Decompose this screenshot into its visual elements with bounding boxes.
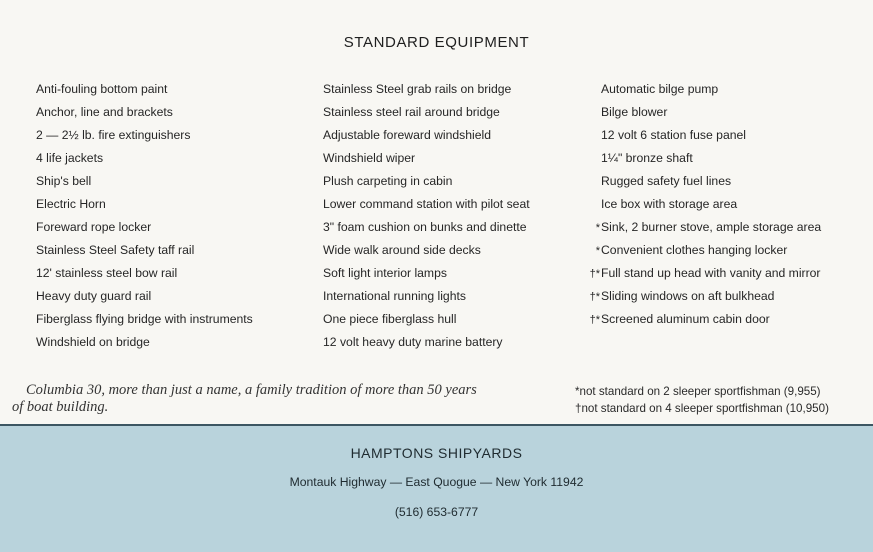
dealer-address: Montauk Highway — East Quogue — New York 11942 <box>289 475 584 489</box>
equipment-item: Ship's bell <box>36 174 92 188</box>
equipment-item: 12 volt heavy duty marine battery <box>323 335 503 349</box>
equipment-column-2 <box>323 81 530 357</box>
footnote: †not standard on 4 sleeper sportfishman (10,950) <box>575 402 829 415</box>
equipment-item <box>584 288 821 311</box>
tagline-line-1: Columbia 30, more than just a name, a family tradition of more than 50 years <box>26 382 477 398</box>
equipment-item: Wide walk around side decks <box>323 243 481 257</box>
equipment-item-label: Sink, 2 burner stove, ample storage area <box>601 220 822 234</box>
equipment-column-3 <box>584 81 821 334</box>
equipment-item <box>584 311 821 334</box>
equipment-item <box>584 127 821 150</box>
equipment-item: Electric Horn <box>36 197 106 211</box>
footnote-marker: †* <box>589 291 600 303</box>
footnote-marker: * <box>595 245 600 257</box>
equipment-item: Foreward rope locker <box>36 220 152 234</box>
equipment-item <box>584 219 821 242</box>
dealer-name: HAMPTONS SHIPYARDS <box>350 445 523 461</box>
equipment-item <box>584 81 821 104</box>
equipment-item: Heavy duty guard rail <box>36 289 152 303</box>
equipment-item-label: 1¼" bronze shaft <box>601 151 693 165</box>
equipment-item-label: Screened aluminum cabin door <box>601 312 770 326</box>
equipment-item: Soft light interior lamps <box>323 266 447 280</box>
footnote-marker: †* <box>589 268 600 280</box>
equipment-item-label: Automatic bilge pump <box>601 82 719 96</box>
equipment-item: 2 — 2½ lb. fire extinguishers <box>36 128 191 142</box>
footnote: *not standard on 2 sleeper sportfishman (9,955) <box>575 385 821 398</box>
footnote-marker: †* <box>589 314 600 326</box>
equipment-item: Windshield wiper <box>323 151 416 165</box>
equipment-item <box>584 173 821 196</box>
equipment-item: 3" foam cushion on bunks and dinette <box>323 220 527 234</box>
footnote-marker: * <box>595 222 600 234</box>
equipment-item: Adjustable foreward windshield <box>323 128 492 142</box>
equipment-item: 12' stainless steel bow rail <box>36 266 178 280</box>
equipment-item: Stainless steel rail around bridge <box>323 105 500 119</box>
tagline-line-2: of boat building. <box>12 399 109 415</box>
equipment-item-label: Ice box with storage area <box>601 197 738 211</box>
equipment-item: Lower command station with pilot seat <box>323 197 530 211</box>
equipment-item: Fiberglass flying bridge with instruments <box>36 312 253 326</box>
equipment-item <box>584 265 821 288</box>
equipment-item: Windshield on bridge <box>36 335 150 349</box>
dealer-footer <box>0 424 873 552</box>
equipment-item: Stainless Steel Safety taff rail <box>36 243 195 257</box>
equipment-column-1 <box>36 81 253 357</box>
tagline <box>12 382 572 416</box>
equipment-item-label: Full stand up head with vanity and mirror <box>601 266 821 280</box>
equipment-item: One piece fiberglass hull <box>323 312 457 326</box>
equipment-item-label: Bilge blower <box>601 105 668 119</box>
equipment-item: Stainless Steel grab rails on bridge <box>323 82 512 96</box>
page-title: STANDARD EQUIPMENT <box>343 34 530 51</box>
equipment-item-label: 12 volt 6 station fuse panel <box>601 128 746 142</box>
equipment-item: International running lights <box>323 289 466 303</box>
equipment-item <box>584 104 821 127</box>
equipment-item-label: Rugged safety fuel lines <box>601 174 732 188</box>
equipment-item: Anchor, line and brackets <box>36 105 173 119</box>
equipment-item: Plush carpeting in cabin <box>323 174 453 188</box>
dealer-phone: (516) 653-6777 <box>394 505 479 519</box>
equipment-item: 4 life jackets <box>36 151 104 165</box>
equipment-item: Anti-fouling bottom paint <box>36 82 168 96</box>
equipment-item <box>584 150 821 173</box>
equipment-item-label: Convenient clothes hanging locker <box>601 243 788 257</box>
equipment-item-label: Sliding windows on aft bulkhead <box>601 289 775 303</box>
footnotes <box>575 383 829 417</box>
equipment-item <box>584 242 821 265</box>
equipment-item <box>584 196 821 219</box>
